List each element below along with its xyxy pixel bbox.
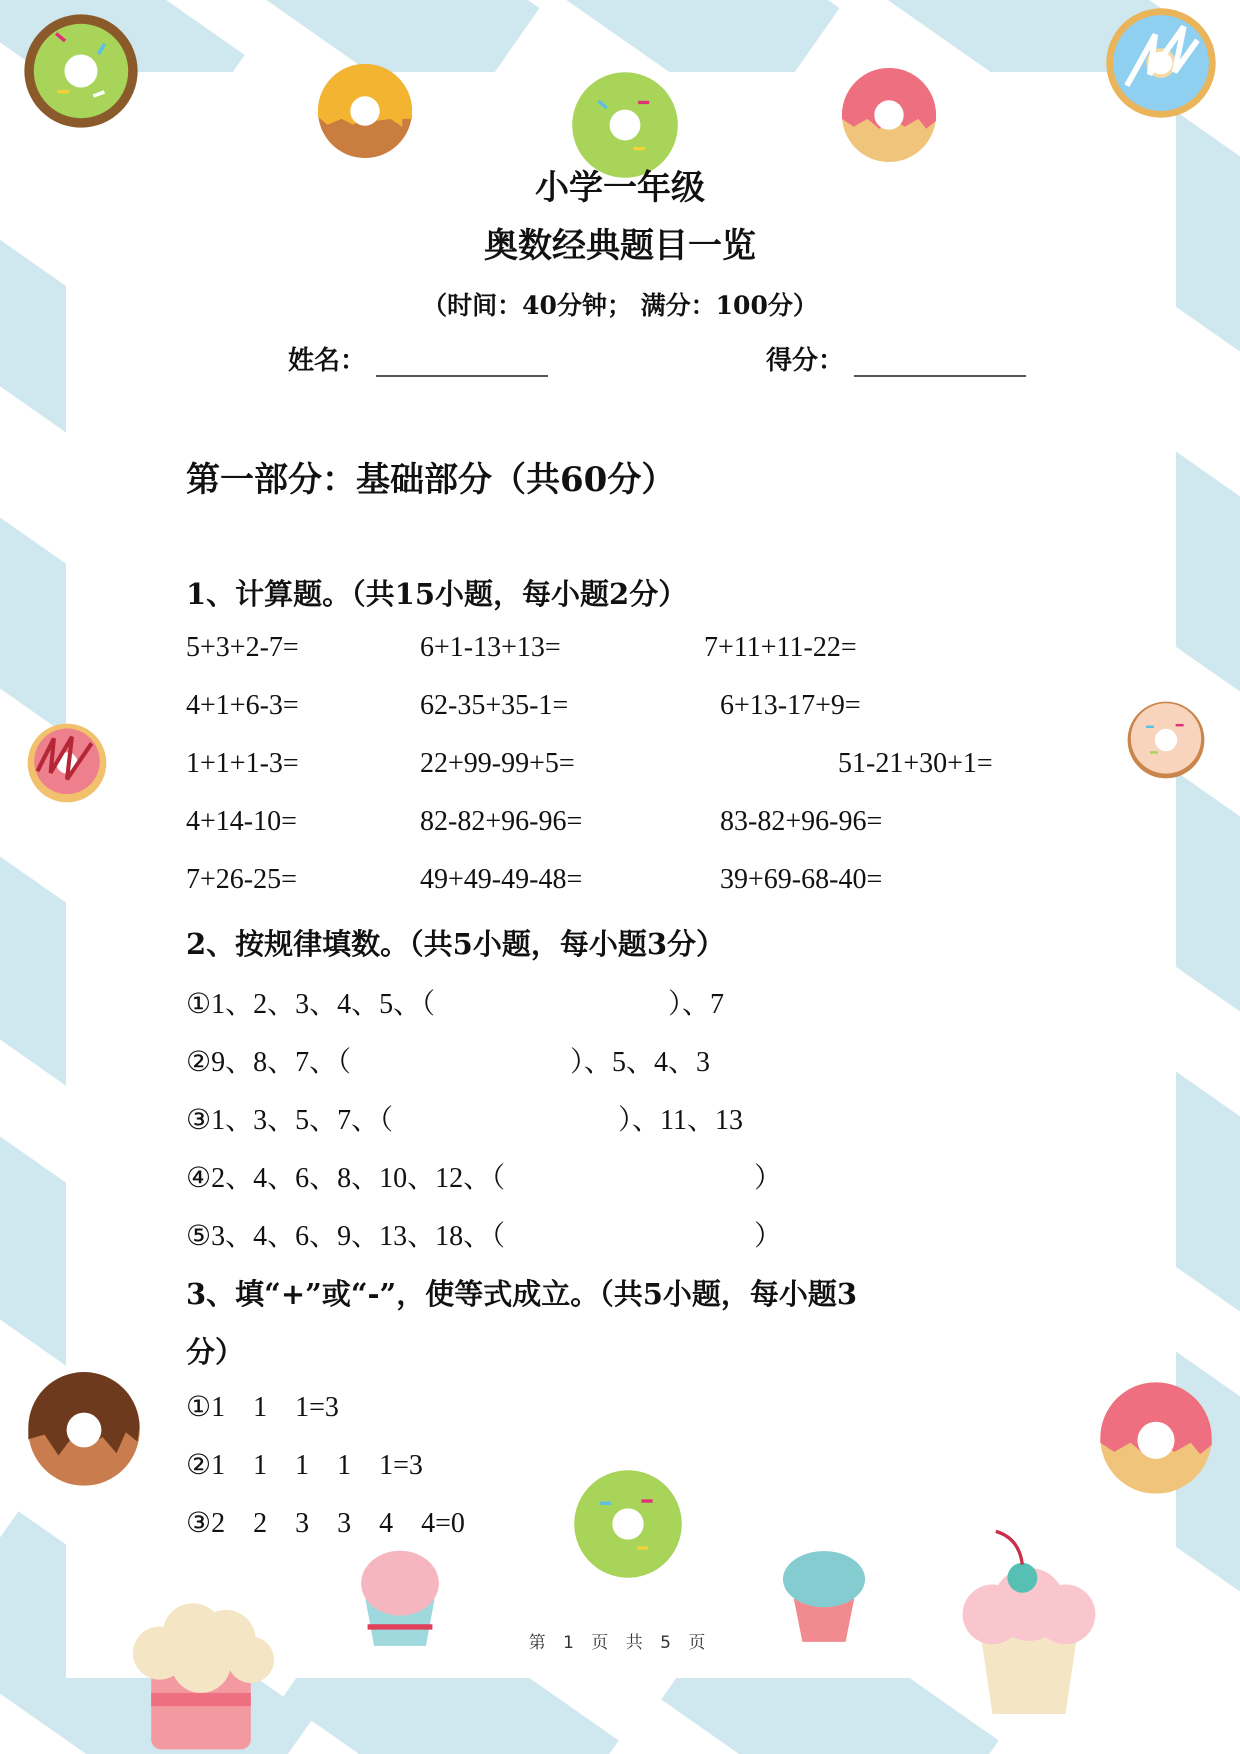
sequence-item-suffix: ）、11、13	[618, 1105, 743, 1136]
calc-item: 6+1-13+13=	[420, 632, 561, 663]
calc-item: 82-82+96-96=	[420, 806, 583, 837]
calc-item: 62-35+35-1=	[420, 690, 569, 721]
score-blank-line[interactable]	[854, 345, 1026, 377]
sequence-item-suffix: ）、7	[668, 989, 725, 1020]
sequence-item-prefix: ②9、8、7、（	[186, 1047, 352, 1078]
page-number: 第 1 页 共 5 页	[528, 1633, 712, 1653]
score-field[interactable]	[766, 340, 1026, 377]
sign-item: ③2 2 3 3 4 4=0	[186, 1508, 465, 1539]
sequence-item-prefix: ③1、3、5、7、（	[186, 1105, 394, 1136]
calc-item: 4+14-10=	[186, 806, 297, 837]
sequence-item-prefix: ④2、4、6、8、10、12、（	[186, 1163, 506, 1194]
calc-item: 39+69-68-40=	[720, 864, 883, 895]
calc-item: 5+3+2-7=	[186, 632, 299, 663]
q3-heading: 3、填“+”或“-”，使等式成立。（共5小题，每小题3	[186, 1277, 858, 1311]
sequence-item-suffix: ）、5、4、3	[570, 1047, 711, 1078]
calc-item: 1+1+1-3=	[186, 748, 299, 779]
score-label: 得分：	[766, 346, 845, 376]
calc-item: 4+1+6-3=	[186, 690, 299, 721]
name-label: 姓名：	[288, 346, 367, 376]
sign-item: ②1 1 1 1 1=3	[186, 1450, 423, 1481]
q1-heading: 1、计算题。（共15小题，每小题2分）	[186, 577, 688, 611]
calc-item: 7+11+11-22=	[704, 632, 857, 663]
calc-item: 49+49-49-48=	[420, 864, 583, 895]
sequence-item-suffix: ）	[754, 1163, 783, 1194]
sequence-item-suffix: ）	[754, 1221, 783, 1252]
sequence-item-prefix: ①1、2、3、4、5、（	[186, 989, 436, 1020]
sequence-item-prefix: ⑤3、4、6、9、13、18、（	[186, 1221, 506, 1252]
part1-heading: 第一部分：基础部分（共60分）	[186, 460, 676, 500]
name-blank-line[interactable]	[376, 345, 548, 377]
calc-item: 83-82+96-96=	[720, 806, 883, 837]
sign-item: ①1 1 1=3	[186, 1392, 339, 1423]
q3-heading-cont: 分）	[186, 1335, 245, 1369]
calc-item: 6+13-17+9=	[720, 690, 861, 721]
calc-item: 22+99-99+5=	[420, 748, 575, 779]
calc-item: 51-21+30+1=	[838, 748, 993, 779]
q2-heading: 2、按规律填数。（共5小题，每小题3分）	[186, 927, 726, 961]
name-field[interactable]	[288, 340, 548, 377]
title-line-1: 小学一年级	[535, 168, 705, 208]
calc-item: 7+26-25=	[186, 864, 297, 895]
exam-meta: （时间：40分钟； 满分：100分）	[422, 291, 818, 320]
title-line-2: 奥数经典题目一览	[484, 226, 756, 266]
